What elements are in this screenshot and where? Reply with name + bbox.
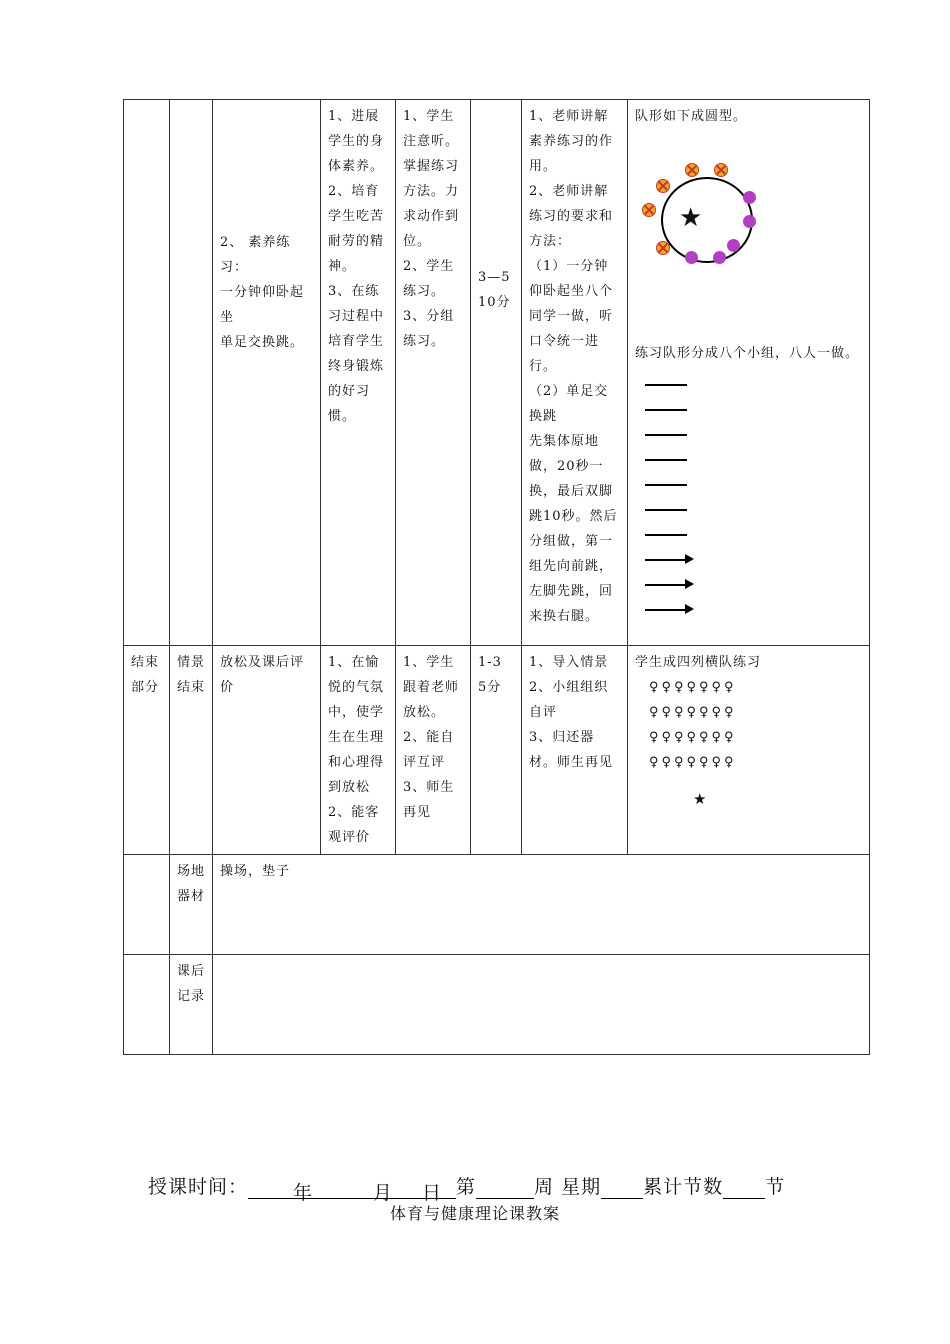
line-icon xyxy=(635,372,862,397)
formation-circle xyxy=(661,177,753,263)
student-row: ♀♀♀♀♀♀♀ xyxy=(649,730,737,745)
time-label: 授课时间： xyxy=(148,1176,249,1198)
line-icon xyxy=(635,422,862,447)
arrow-line-icon xyxy=(635,547,862,572)
table-row xyxy=(124,855,870,955)
line-icon xyxy=(635,497,862,522)
student-marker-icon xyxy=(685,163,699,177)
content-cell: 2、 素养练习： 一分钟仰卧起坐 单足交换跳。 xyxy=(213,100,321,646)
organization-cell xyxy=(628,100,870,646)
cumulative-label: 累计节数 xyxy=(643,1176,724,1198)
student-dot-icon xyxy=(743,191,756,204)
line-segment xyxy=(645,459,687,461)
year-blank xyxy=(248,1178,358,1204)
goals-cell: 1、在愉悦的气氛中，使学生在生理和心理得到放松 2、能客观评价 xyxy=(321,646,396,855)
teacher-activity-cell: 1、导入情景 2、小组组织自评 3、归还器材。师生再见 xyxy=(522,646,628,855)
teacher-star-icon: ★ xyxy=(693,790,708,808)
arrowhead-icon xyxy=(685,579,694,589)
content-cell: 放松及课后评价 xyxy=(213,646,321,855)
line-segment xyxy=(645,534,687,536)
table-row xyxy=(124,100,870,646)
week-prefix: 第 xyxy=(456,1176,477,1198)
month-label: 月 xyxy=(373,1182,394,1204)
student-marker-icon xyxy=(714,163,728,177)
student-marker-icon xyxy=(656,241,670,255)
week-label: 周 xyxy=(534,1176,555,1198)
goals-cell: 1、进展学生的身体素养。 2、培育学生吃苦耐劳的精神。 3、在练习过程中培育学生终身锻炼的好习惯。 xyxy=(321,100,396,646)
cumulative-blank xyxy=(723,1178,765,1199)
part-cell: 结束部分 xyxy=(124,646,170,855)
time-cell: 1-3 5分 xyxy=(471,646,522,855)
part-cell xyxy=(124,100,170,646)
student-marker-icon xyxy=(642,203,656,217)
section-cell: 情景结束 xyxy=(170,646,213,855)
teacher-activity-cell: 1、老师讲解素养练习的作用。 2、老师讲解练习的要求和方法： （1）一分钟仰卧起坐八个同学一做，听口令统一进行。 （2）单足交换跳 先集体原地做，20秒一换，最后双脚跳10秒。然后分组做，第一组先向前跳，左脚先跳，回来换右腿。 xyxy=(522,100,628,646)
line-segment xyxy=(645,509,687,511)
weekday-blank xyxy=(601,1178,643,1199)
line-segment xyxy=(645,434,687,436)
weekday-label: 星期 xyxy=(561,1176,602,1198)
student-dot-icon xyxy=(685,251,698,264)
student-dot-icon xyxy=(743,215,756,228)
table-row xyxy=(124,646,870,855)
teacher-star-icon: ★ xyxy=(679,203,704,233)
organization-title: 队形如下成圆型。 xyxy=(635,109,748,124)
student-activity-cell: 1、学生注意听。掌握练习方法。力求动作到位。 2、学生练习。 3、分组练习。 xyxy=(396,100,471,646)
record-label: 课后记录 xyxy=(170,955,213,1055)
arrow-line-icon xyxy=(635,597,862,622)
arrow-line-icon xyxy=(635,572,862,597)
month-blank xyxy=(358,1178,408,1204)
time-cell: 3—5 10分 xyxy=(471,100,522,646)
section-cell xyxy=(170,100,213,646)
teaching-time-line xyxy=(148,1172,786,1204)
student-row: ♀♀♀♀♀♀♀ xyxy=(649,680,737,695)
week-blank xyxy=(476,1178,534,1199)
organization-title: 学生成四列横队练习 xyxy=(635,655,762,670)
organization-cell xyxy=(628,646,870,855)
table-row xyxy=(124,955,870,1055)
arrowhead-icon xyxy=(685,604,694,614)
formation-note: 练习队形分成八个小组，八人一做。 xyxy=(635,346,860,361)
student-activity-cell: 1、学生跟着老师放松。 2、能自评互评 3、师生再见 xyxy=(396,646,471,855)
empty-cell xyxy=(124,955,170,1055)
day-blank xyxy=(408,1178,456,1204)
lesson-unit-label: 节 xyxy=(765,1176,786,1198)
line-segment xyxy=(645,384,687,386)
line-formation-diagram xyxy=(635,372,862,622)
day-label: 日 xyxy=(422,1182,443,1204)
lesson-plan-table xyxy=(123,99,870,1055)
line-segment xyxy=(645,609,687,611)
student-row: ♀♀♀♀♀♀♀ xyxy=(649,755,737,770)
line-icon xyxy=(635,522,862,547)
year-label: 年 xyxy=(293,1182,314,1204)
empty-cell xyxy=(124,855,170,955)
record-content xyxy=(213,955,870,1055)
venue-content: 操场，垫子 xyxy=(213,855,870,955)
student-dot-icon xyxy=(727,239,740,252)
venue-label: 场地器材 xyxy=(170,855,213,955)
line-icon xyxy=(635,472,862,497)
arrowhead-icon xyxy=(685,554,694,564)
line-segment xyxy=(645,584,687,586)
line-icon xyxy=(635,447,862,472)
student-row: ♀♀♀♀♀♀♀ xyxy=(649,705,737,720)
student-marker-icon xyxy=(656,179,670,193)
line-segment xyxy=(645,484,687,486)
circle-formation-diagram xyxy=(635,133,863,253)
line-segment xyxy=(645,409,687,411)
line-icon xyxy=(635,397,862,422)
student-dot-icon xyxy=(713,251,726,264)
line-segment xyxy=(645,559,687,561)
document-title: 体育与健康理论课教案 xyxy=(389,1204,560,1223)
